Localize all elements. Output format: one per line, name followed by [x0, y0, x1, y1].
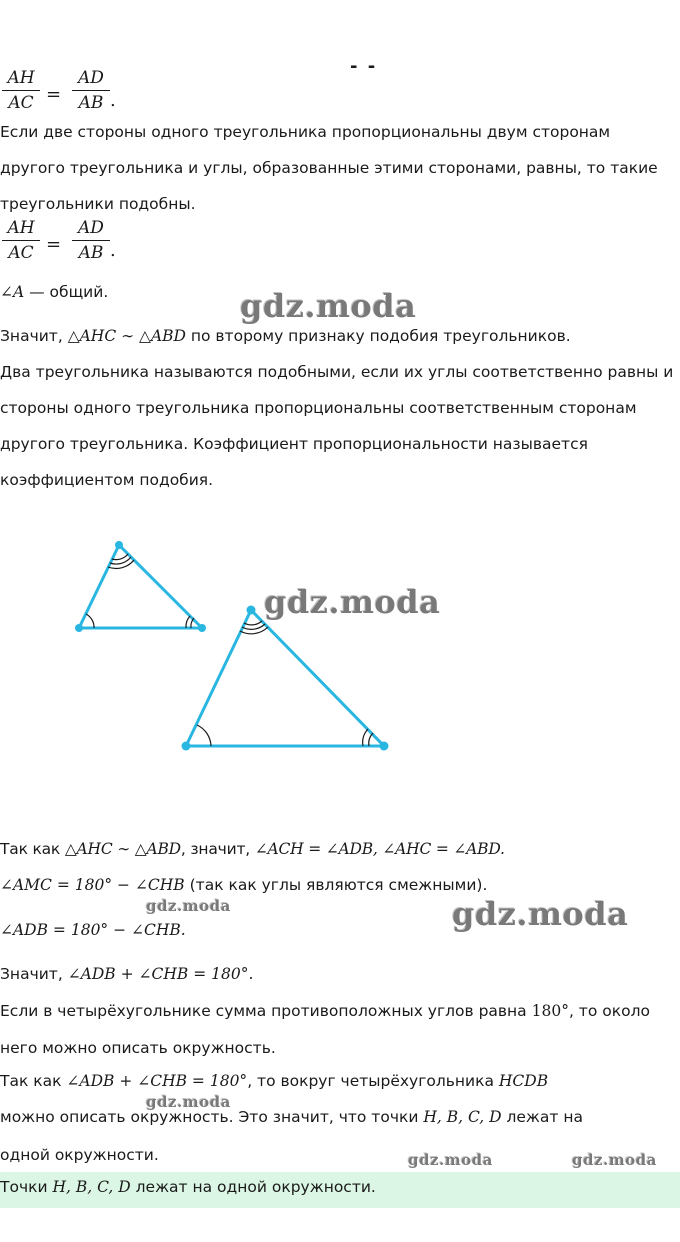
since-line: [0, 840, 505, 858]
conclusion-line-1: [0, 1072, 548, 1090]
text: Точки: [0, 1178, 53, 1196]
equals-sign: =: [46, 234, 62, 255]
math-points: H, B, C, D: [423, 1108, 502, 1126]
text: Значит,: [0, 965, 68, 983]
math-angle-a: ∠A: [0, 283, 25, 301]
answer-text: [0, 1178, 376, 1196]
math-180: 180°: [531, 1002, 569, 1020]
theorem-paragraph: Если две стороны одного треугольника пропорциональны двум сторонам другого треугольника и углы, образованные этими сторонами, равны, то такие треугольники подобны.: [0, 123, 658, 213]
header-mark: - -: [350, 56, 378, 77]
math-angle-adb: ∠ADB = 180° − ∠CHB.: [0, 921, 186, 939]
small-triangle-vertices: [75, 541, 206, 632]
text: Значит,: [0, 327, 68, 345]
math-similarity: △AHC ∼ △ABD: [67, 327, 186, 345]
watermark: gdz.moda: [264, 583, 441, 621]
similarity-line: [0, 327, 571, 345]
watermark: gdz.moda: [146, 1093, 231, 1111]
math-hcdb: HCDB: [498, 1072, 549, 1090]
text: , значит,: [180, 840, 255, 858]
watermark: gdz.moda: [240, 287, 417, 325]
answer-box: [0, 1172, 680, 1208]
text: Так как: [0, 840, 65, 858]
text: по второму признаку подобия треугольников.: [185, 327, 571, 345]
text: , то вокруг четырёхугольника: [247, 1072, 499, 1090]
math-angle-amc: ∠AMC = 180° − ∠CHB: [0, 876, 185, 894]
quadrilateral-rule-line-2: него можно описать окружность.: [0, 1039, 276, 1057]
triangles-figure: [60, 530, 420, 760]
watermark: gdz.moda: [146, 897, 231, 915]
large-triangle-angle-marks: [197, 621, 373, 746]
math-angle-equalities: ∠ACH = ∠ADB, ∠AHC = ∠ABD.: [254, 840, 505, 858]
conclusion-line-2: [0, 1108, 583, 1126]
text: лежат на одной окружности.: [130, 1178, 376, 1196]
fraction-right: AD AB: [72, 217, 110, 264]
common-text: — общий.: [24, 283, 109, 301]
adb-line: [0, 921, 186, 939]
text: Если в четырёхугольнике сумма противоположных углов равна: [0, 1002, 532, 1020]
period: .: [110, 90, 116, 111]
text: , то около: [568, 1002, 650, 1020]
watermark: gdz.moda: [408, 1151, 493, 1169]
equals-sign: =: [46, 84, 62, 105]
definition-paragraph: Два треугольника называются подобными, если их углы соответственно равны и стороны одного треугольника пропорциональны соответственным сторонам другого треугольника. Коэффициент пропорциональности называется коэффициентом подобия.: [0, 363, 674, 489]
period: .: [110, 240, 116, 261]
math-points: H, B, C, D: [52, 1178, 131, 1196]
text: Так как: [0, 1072, 67, 1090]
conclusion-line-3: одной окружности.: [0, 1146, 159, 1164]
fraction-left: AH AC: [2, 67, 40, 114]
large-triangle: [186, 610, 384, 746]
watermark: gdz.moda: [572, 1151, 657, 1169]
math-angle-sum: ∠ADB + ∠CHB = 180°.: [67, 965, 254, 983]
watermark: gdz.moda: [452, 895, 629, 933]
text: лежат на: [501, 1108, 583, 1126]
text: можно описать окружность. Это значит, что точки: [0, 1108, 424, 1126]
amc-line: [0, 876, 487, 894]
angle-common-line: [0, 283, 108, 301]
quadrilateral-rule-line-1: [0, 1002, 650, 1020]
small-triangle: [79, 545, 202, 628]
text: (так как углы являются смежными).: [184, 876, 488, 894]
large-triangle-vertices: [182, 606, 389, 751]
fraction-left: AH AC: [2, 217, 40, 264]
math-angle-sum: ∠ADB + ∠CHB = 180°: [66, 1072, 248, 1090]
sum-line: [0, 965, 253, 983]
fraction-right: AD AB: [72, 67, 110, 114]
math-similarity: △AHC ∼ △ABD: [64, 840, 181, 858]
